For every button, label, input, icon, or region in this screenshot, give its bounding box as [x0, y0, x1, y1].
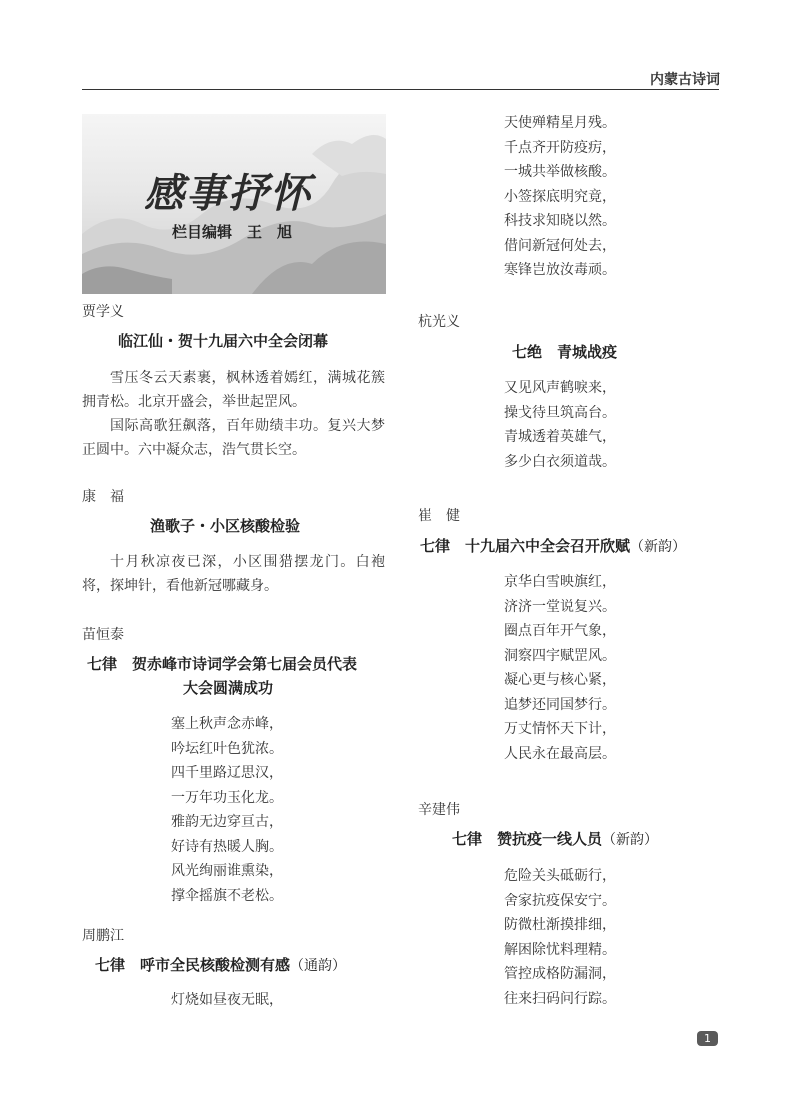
rhyme-note: （通韵）: [290, 958, 347, 974]
poem-title-text: 七律 赞抗疫一线人员: [452, 830, 603, 848]
poem-body: [82, 550, 385, 598]
poem-title-text: 七律 十九届六中全会召开欣赋: [420, 537, 631, 555]
poem-author: 贾学义: [82, 304, 124, 320]
verse-line: 圈点百年开气象，: [504, 623, 616, 639]
verse-line: 灯烧如昼夜无眠，: [171, 992, 283, 1008]
poem-title: [420, 535, 686, 556]
column-title: 感事抒怀: [144, 170, 312, 217]
verse-line: 寒锋岂放汝毒顽。: [504, 262, 616, 278]
verse-line: 青城透着英雄气，: [504, 429, 616, 445]
poem-author: 辛建伟: [418, 802, 460, 818]
verse-line: 四千里路辽思汉，: [171, 765, 283, 781]
verse-line: 往来扫码问行踪。: [504, 990, 616, 1007]
poem-stanza: 十月秋凉夜已深，小区围猎摆龙门。白袍将，探坤针，看他新冠哪藏身。: [82, 554, 385, 594]
verse-line: 万丈情怀天下计，: [504, 721, 616, 737]
poem-verse: [504, 864, 616, 1011]
poem-author: 周鹏江: [82, 928, 124, 944]
poem-body: [82, 366, 385, 462]
poem-title-line: 大会圆满成功: [183, 679, 274, 697]
poem-author: 杭光义: [418, 314, 460, 330]
poem-title-text: 七律 呼市全民核酸检测有感: [95, 956, 291, 974]
verse-line: 追梦还同国梦行。: [504, 696, 616, 713]
verse-line: 一万年功玉化龙。: [171, 789, 283, 806]
verse-line: 天使殚精星月残。: [504, 115, 616, 131]
verse-line: 又见风声鹤唳来，: [504, 380, 616, 396]
poem-title: 渔歌子・小区核酸检验: [150, 517, 301, 535]
verse-line: 好诗有热暖人胸。: [171, 838, 283, 855]
verse-line: 济济一堂说复兴。: [504, 598, 616, 615]
column-editor: 栏目编辑 王 旭: [172, 223, 293, 241]
verse-line: 吟坛红叶色犹浓。: [171, 740, 283, 757]
header-rule: [82, 89, 719, 90]
rhyme-note: （新韵）: [602, 832, 659, 848]
verse-line: 危险关头砥砺行，: [504, 868, 616, 884]
rhyme-note: （新韵）: [630, 539, 687, 555]
verse-line: 雅韵无边穿亘古，: [171, 814, 283, 830]
verse-line: 千点齐开防疫疠，: [504, 139, 616, 156]
verse-line: 科技求知晓以然。: [504, 213, 616, 229]
page-number: 1: [697, 1031, 718, 1046]
verse-line: 舍家抗疫保安宁。: [504, 892, 616, 909]
verse-line: 人民永在最高层。: [504, 745, 616, 762]
running-header-title: 内蒙古诗词: [650, 72, 720, 88]
column-banner: [82, 114, 386, 294]
poem-verse: [504, 570, 616, 766]
poem-title: 七绝 青城战疫: [512, 343, 618, 361]
poem-title: 临江仙・贺十九届六中全会闭幕: [118, 332, 329, 350]
verse-line: 京华白雪映旗红，: [504, 574, 616, 590]
poem-title: [452, 828, 658, 849]
verse-line: 多少白衣须道哉。: [504, 453, 616, 470]
verse-line: 风光绚丽谁熏染，: [171, 863, 283, 879]
verse-line: 撑伞摇旗不老松。: [171, 887, 283, 904]
verse-line: 管控成格防漏洞，: [504, 966, 616, 982]
poem-author: 崔 健: [418, 508, 460, 524]
poem-verse: [504, 376, 616, 474]
poem-title: [95, 954, 346, 975]
poem-stanza: 国际高歌狂飙落，百年勋绩丰功。复兴大梦正圆中。六中凝众志，浩气贯长空。: [82, 418, 385, 458]
poem-verse: [171, 988, 283, 1013]
poem-stanza: 雪压冬云天素裹，枫林透着嫣红，满城花簇拥青松。北京开盛会，举世起罡风。: [82, 370, 385, 410]
verse-line: 凝心更与核心紧，: [504, 672, 616, 688]
poem-title-line: 七律 贺赤峰市诗词学会第七届会员代表: [87, 655, 358, 673]
verse-line: 小签探底明究竟，: [504, 188, 616, 205]
verse-line: 洞察四宇赋罡风。: [504, 647, 616, 664]
poem-verse: [171, 712, 283, 908]
poem-author: 苗恒泰: [82, 627, 124, 643]
verse-line: 防微杜渐摸排细，: [504, 917, 616, 933]
verse-line: 一城共举做核酸。: [504, 164, 616, 180]
poem-author: 康 福: [82, 489, 124, 505]
verse-line: 操戈待旦筑高台。: [504, 404, 616, 421]
verse-line: 借问新冠何处去，: [504, 237, 616, 254]
verse-line: 解困除忧料理精。: [504, 941, 616, 958]
poem-verse-continued: [504, 111, 616, 283]
verse-line: 塞上秋声念赤峰，: [171, 716, 283, 732]
